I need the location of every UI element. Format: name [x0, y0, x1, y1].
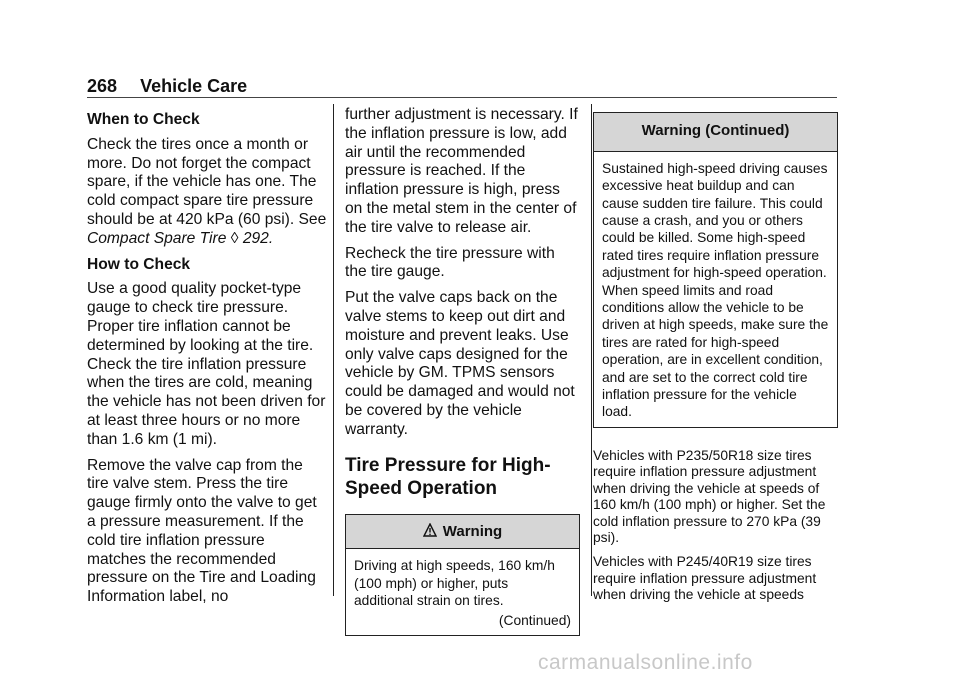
page-ref-icon: ◊: [230, 229, 239, 247]
watermark: carmanualsonline.info: [538, 651, 753, 674]
when-to-check-text: Check the tires once a month or more. Do not forget the compact spare, if the vehicle has one. The cold compact spare tire pressure should be at 420 kPa (60 psi). See Compact Spare Tire ◊ 292.: [87, 135, 327, 247]
how-to-check-heading: How to Check: [87, 255, 191, 273]
compact-spare-tire-link[interactable]: Compact Spare Tire: [87, 229, 227, 247]
warning-body: Driving at high speeds, 160 km/h (100 mph) or higher, puts additional strain on tires. (Continued): [354, 558, 571, 628]
valve-caps-text: Put the valve caps back on the valve stems to keep out dirt and moisture and prevent leaks. Use only valve caps designed for the vehicle by GM. TPMS sensors could be damaged and would not be covered by the vehicle warranty.: [345, 289, 575, 438]
speed-tire-text-block: [593, 448, 838, 604]
warning-continued-header: Warning (Continued): [594, 113, 837, 152]
column-left: [87, 106, 327, 614]
p245-text: Vehicles with P245/40R19 size tires require inflation pressure adjustment when driving the vehicle at speeds: [593, 554, 817, 603]
section-title: Vehicle Care: [140, 76, 248, 96]
warning-header: [346, 515, 579, 550]
warning-box: [345, 514, 580, 636]
how-to-check-text-2: Remove the valve cap from the tire valve stem. Press the tire gauge firmly onto the valve to get a pressure measurement. If the cold tire inflation pressure matches the recommended pressure on the Tire and Loading Information label, no: [87, 456, 317, 606]
adjustment-text: further adjustment is necessary. If the inflation pressure is low, add air until the recommended pressure is reached. If the inflation pressure is high, press on the metal stem in the center of the tire valve to release air.: [345, 106, 578, 236]
warning-continued-body: Sustained high-speed driving causes excessive heat buildup and can cause sudden tire failure. This could cause a crash, and you or others could be killed. Some high-speed rated tires require inflation pressure adjustment for high-speed operation. When speed limits and road conditions allow the vehicle to be driven at high speeds, make sure the tires are rated for high-speed operation, are in excellent condition, and are set to the correct cold tire inflation pressure for the vehicle load.: [602, 160, 829, 420]
section-heading: Tire Pressure for High-Speed Operation: [345, 454, 551, 499]
when-to-check-heading: When to Check: [87, 111, 200, 128]
page-header: [87, 76, 247, 97]
column-divider: [591, 104, 592, 596]
recheck-text: Recheck the tire pressure with the tire gauge.: [345, 244, 555, 281]
continued-label: (Continued): [498, 612, 571, 628]
page-number: 268: [87, 76, 118, 96]
how-to-check-text-1: Use a good quality pocket-type gauge to check tire pressure. Proper tire inflation cannot be determined by looking at the tire. Check the tire inflation pressure when the tires are cold, meaning the vehicle has not been driven for at least three hours or no more than 1.6 km (1 mi).: [87, 280, 326, 448]
column-divider: [333, 104, 334, 596]
p235-text: Vehicles with P235/50R18 size tires require inflation pressure adjustment when driving the vehicle at speeds of 160 km/h (100 mph) or higher. Set the cold inflation pressure to 270 kPa (39 psi).: [593, 447, 826, 545]
warning-icon: [423, 523, 437, 537]
warning-continued-box: [593, 112, 838, 428]
column-right: [593, 106, 838, 612]
header-rule: [87, 97, 837, 98]
warning-title: Warning: [442, 522, 503, 540]
column-middle: [345, 106, 580, 636]
page-ref-number[interactable]: 292: [242, 229, 269, 247]
